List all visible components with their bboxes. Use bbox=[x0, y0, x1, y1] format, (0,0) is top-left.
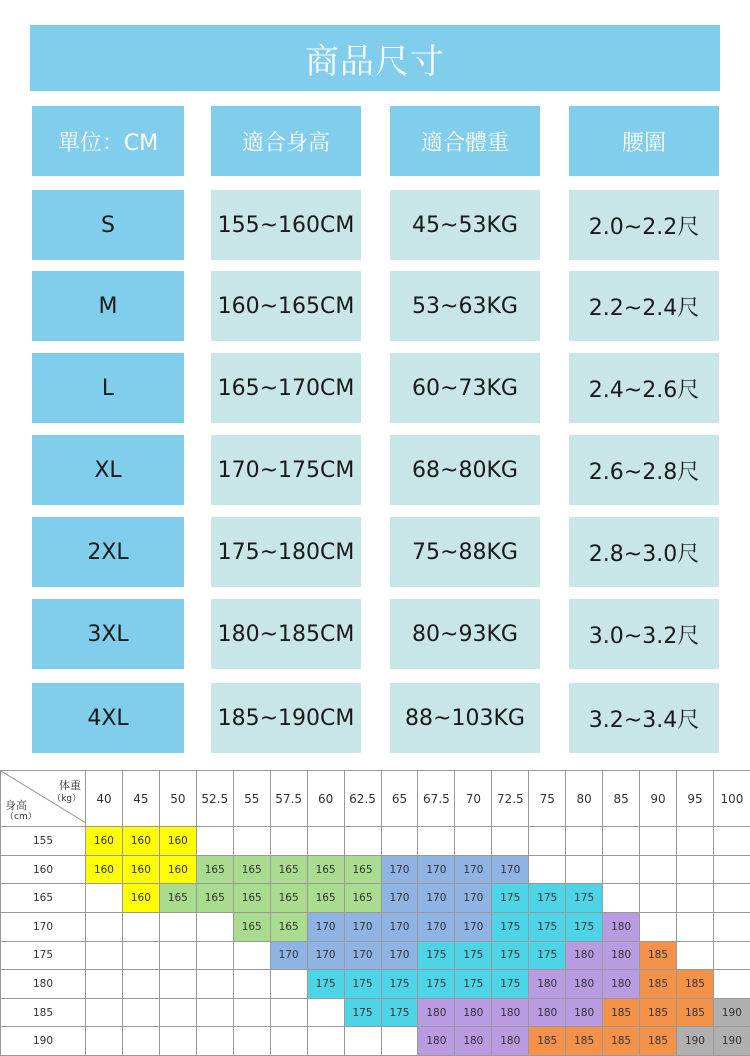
grid-cell bbox=[677, 884, 714, 913]
grid-cell bbox=[492, 827, 529, 856]
grid-cell bbox=[603, 827, 640, 856]
grid-cell bbox=[344, 1027, 381, 1056]
grid-cell bbox=[196, 1027, 233, 1056]
grid-cell: 160 bbox=[122, 855, 159, 884]
weight-column-header: 80 bbox=[566, 771, 603, 827]
weight-column-header: 75 bbox=[529, 771, 566, 827]
grid-cell: 170 bbox=[455, 884, 492, 913]
grid-cell bbox=[603, 855, 640, 884]
grid-cell: 180 bbox=[529, 998, 566, 1027]
height-axis-unit: （cm） bbox=[5, 812, 37, 822]
grid-cell: 165 bbox=[233, 884, 270, 913]
grid-cell: 170 bbox=[344, 941, 381, 970]
grid-cell bbox=[640, 912, 677, 941]
grid-cell bbox=[566, 855, 603, 884]
grid-cell bbox=[196, 827, 233, 856]
grid-cell: 165 bbox=[270, 855, 307, 884]
grid-cell bbox=[307, 998, 344, 1027]
grid-cell: 170 bbox=[307, 912, 344, 941]
grid-cell: 180 bbox=[566, 970, 603, 999]
grid-cell bbox=[713, 884, 750, 913]
grid-cell bbox=[344, 827, 381, 856]
grid-cell bbox=[122, 998, 159, 1027]
grid-cell: 170 bbox=[455, 912, 492, 941]
size-weight-value: 80~93KG bbox=[390, 599, 540, 669]
grid-cell bbox=[270, 970, 307, 999]
grid-cell bbox=[233, 941, 270, 970]
weight-column-header: 57.5 bbox=[270, 771, 307, 827]
grid-cell: 175 bbox=[418, 941, 455, 970]
grid-row bbox=[1, 827, 750, 856]
size-waist-value: 3.0~3.2尺 bbox=[569, 599, 719, 669]
grid-cell: 175 bbox=[566, 912, 603, 941]
height-axis-label: 身高 bbox=[5, 799, 27, 812]
grid-cell: 165 bbox=[233, 855, 270, 884]
weight-column-header: 85 bbox=[603, 771, 640, 827]
grid-row bbox=[1, 884, 750, 913]
grid-cell: 180 bbox=[418, 1027, 455, 1056]
grid-cell bbox=[713, 827, 750, 856]
weight-column-header: 62.5 bbox=[344, 771, 381, 827]
height-row-header: 175 bbox=[1, 941, 86, 970]
weight-column-header: 72.5 bbox=[492, 771, 529, 827]
weight-column-header: 60 bbox=[307, 771, 344, 827]
grid-cell bbox=[640, 884, 677, 913]
grid-header-row bbox=[1, 771, 750, 827]
size-label: L bbox=[32, 353, 184, 423]
weight-column-header: 40 bbox=[86, 771, 123, 827]
height-row-header: 180 bbox=[1, 970, 86, 999]
grid-row bbox=[1, 1027, 750, 1056]
grid-cell: 185 bbox=[640, 998, 677, 1027]
grid-cell bbox=[566, 827, 603, 856]
grid-cell: 180 bbox=[492, 998, 529, 1027]
grid-cell: 185 bbox=[640, 941, 677, 970]
grid-cell bbox=[529, 827, 566, 856]
grid-cell: 170 bbox=[270, 941, 307, 970]
weight-column-header: 65 bbox=[381, 771, 418, 827]
header-unit: 單位：CM bbox=[32, 106, 184, 176]
grid-cell bbox=[677, 912, 714, 941]
size-label: XL bbox=[32, 435, 184, 505]
grid-cell: 180 bbox=[455, 998, 492, 1027]
grid-cell bbox=[86, 941, 123, 970]
size-waist-value: 2.6~2.8尺 bbox=[569, 435, 719, 505]
grid-cell: 165 bbox=[196, 855, 233, 884]
grid-cell bbox=[307, 1027, 344, 1056]
grid-cell: 190 bbox=[713, 1027, 750, 1056]
grid-cell bbox=[270, 827, 307, 856]
page-title: 商品尺寸 bbox=[30, 25, 720, 91]
size-height-value: 155~160CM bbox=[211, 190, 361, 260]
grid-row bbox=[1, 912, 750, 941]
grid-cell: 170 bbox=[492, 855, 529, 884]
grid-cell: 180 bbox=[455, 1027, 492, 1056]
grid-cell bbox=[196, 912, 233, 941]
size-weight-value: 53~63KG bbox=[390, 271, 540, 341]
size-label: 2XL bbox=[32, 517, 184, 587]
size-height-value: 180~185CM bbox=[211, 599, 361, 669]
grid-cell bbox=[713, 941, 750, 970]
size-waist-value: 2.4~2.6尺 bbox=[569, 353, 719, 423]
grid-cell bbox=[86, 970, 123, 999]
grid-cell bbox=[381, 827, 418, 856]
size-height-value: 160~165CM bbox=[211, 271, 361, 341]
grid-cell bbox=[418, 827, 455, 856]
height-row-header: 170 bbox=[1, 912, 86, 941]
header-height: 適合身高 bbox=[211, 106, 361, 176]
grid-cell: 175 bbox=[492, 970, 529, 999]
grid-cell: 185 bbox=[603, 998, 640, 1027]
grid-cell: 170 bbox=[381, 941, 418, 970]
grid-cell bbox=[159, 1027, 196, 1056]
grid-corner bbox=[1, 771, 86, 827]
size-weight-value: 60~73KG bbox=[390, 353, 540, 423]
grid-cell bbox=[529, 855, 566, 884]
grid-cell bbox=[307, 827, 344, 856]
grid-row bbox=[1, 941, 750, 970]
grid-cell bbox=[159, 912, 196, 941]
weight-column-header: 55 bbox=[233, 771, 270, 827]
grid-cell: 175 bbox=[492, 941, 529, 970]
grid-cell bbox=[86, 998, 123, 1027]
grid-cell: 175 bbox=[529, 884, 566, 913]
grid-cell: 185 bbox=[529, 1027, 566, 1056]
grid-cell: 180 bbox=[529, 970, 566, 999]
grid-cell: 160 bbox=[122, 884, 159, 913]
weight-column-header: 95 bbox=[677, 771, 714, 827]
grid-cell bbox=[713, 855, 750, 884]
grid-cell: 180 bbox=[492, 1027, 529, 1056]
grid-cell: 185 bbox=[640, 970, 677, 999]
grid-cell: 190 bbox=[677, 1027, 714, 1056]
weight-column-header: 45 bbox=[122, 771, 159, 827]
grid-cell: 175 bbox=[344, 970, 381, 999]
grid-cell: 160 bbox=[122, 827, 159, 856]
grid-cell: 180 bbox=[566, 998, 603, 1027]
grid-cell: 160 bbox=[159, 855, 196, 884]
grid-cell: 170 bbox=[381, 855, 418, 884]
grid-cell: 175 bbox=[455, 970, 492, 999]
grid-cell: 180 bbox=[566, 941, 603, 970]
size-height-value: 185~190CM bbox=[211, 683, 361, 753]
height-row-header: 165 bbox=[1, 884, 86, 913]
height-row-header: 190 bbox=[1, 1027, 86, 1056]
grid-cell: 170 bbox=[307, 941, 344, 970]
grid-cell bbox=[196, 970, 233, 999]
grid-cell bbox=[233, 827, 270, 856]
weight-column-header: 100 bbox=[713, 771, 750, 827]
grid-cell: 185 bbox=[603, 1027, 640, 1056]
grid-cell: 160 bbox=[159, 827, 196, 856]
grid-row bbox=[1, 855, 750, 884]
size-label: M bbox=[32, 271, 184, 341]
size-height-value: 175~180CM bbox=[211, 517, 361, 587]
weight-column-header: 70 bbox=[455, 771, 492, 827]
grid-cell bbox=[603, 884, 640, 913]
grid-cell: 185 bbox=[677, 998, 714, 1027]
grid-cell: 165 bbox=[159, 884, 196, 913]
grid-cell bbox=[677, 855, 714, 884]
grid-cell: 175 bbox=[529, 912, 566, 941]
grid-cell: 165 bbox=[344, 855, 381, 884]
grid-cell: 160 bbox=[86, 855, 123, 884]
grid-cell: 165 bbox=[344, 884, 381, 913]
grid-cell bbox=[122, 941, 159, 970]
grid-cell bbox=[677, 827, 714, 856]
grid-cell bbox=[122, 912, 159, 941]
grid-cell bbox=[640, 855, 677, 884]
grid-cell bbox=[381, 1027, 418, 1056]
grid-cell: 165 bbox=[196, 884, 233, 913]
grid-cell bbox=[86, 884, 123, 913]
grid-cell: 170 bbox=[418, 855, 455, 884]
grid-cell bbox=[196, 998, 233, 1027]
grid-cell: 175 bbox=[418, 970, 455, 999]
grid-cell: 185 bbox=[640, 1027, 677, 1056]
grid-cell bbox=[159, 970, 196, 999]
grid-cell bbox=[270, 998, 307, 1027]
size-label: 4XL bbox=[32, 683, 184, 753]
size-chart-grid bbox=[0, 770, 750, 1056]
grid-cell bbox=[122, 1027, 159, 1056]
grid-cell: 175 bbox=[566, 884, 603, 913]
grid-cell bbox=[270, 1027, 307, 1056]
grid-cell bbox=[677, 941, 714, 970]
size-waist-value: 3.2~3.4尺 bbox=[569, 683, 719, 753]
header-waist: 腰圍 bbox=[569, 106, 719, 176]
grid-cell bbox=[640, 827, 677, 856]
grid-cell: 185 bbox=[566, 1027, 603, 1056]
grid-cell bbox=[233, 970, 270, 999]
grid-cell: 175 bbox=[492, 912, 529, 941]
grid-cell: 175 bbox=[455, 941, 492, 970]
grid-cell: 175 bbox=[381, 998, 418, 1027]
weight-axis-label: 体重 bbox=[59, 779, 81, 792]
grid-cell bbox=[196, 941, 233, 970]
grid-cell: 165 bbox=[270, 912, 307, 941]
size-waist-value: 2.8~3.0尺 bbox=[569, 517, 719, 587]
size-height-value: 170~175CM bbox=[211, 435, 361, 505]
grid-cell bbox=[713, 912, 750, 941]
grid-cell bbox=[233, 998, 270, 1027]
grid-cell: 165 bbox=[233, 912, 270, 941]
size-waist-value: 2.2~2.4尺 bbox=[569, 271, 719, 341]
size-weight-value: 68~80KG bbox=[390, 435, 540, 505]
grid-cell: 175 bbox=[344, 998, 381, 1027]
grid-cell: 190 bbox=[713, 998, 750, 1027]
grid-cell: 175 bbox=[307, 970, 344, 999]
grid-row bbox=[1, 998, 750, 1027]
grid-cell: 175 bbox=[492, 884, 529, 913]
grid-cell bbox=[86, 1027, 123, 1056]
grid-cell: 170 bbox=[418, 912, 455, 941]
height-row-header: 185 bbox=[1, 998, 86, 1027]
grid-cell: 170 bbox=[344, 912, 381, 941]
grid-cell: 160 bbox=[86, 827, 123, 856]
grid-cell: 180 bbox=[603, 912, 640, 941]
grid-cell bbox=[86, 912, 123, 941]
grid-cell: 165 bbox=[270, 884, 307, 913]
grid-cell bbox=[713, 970, 750, 999]
height-row-header: 155 bbox=[1, 827, 86, 856]
size-weight-value: 45~53KG bbox=[390, 190, 540, 260]
weight-column-header: 90 bbox=[640, 771, 677, 827]
grid-cell: 165 bbox=[307, 855, 344, 884]
grid-cell: 185 bbox=[677, 970, 714, 999]
grid-cell: 170 bbox=[418, 884, 455, 913]
size-weight-value: 88~103KG bbox=[390, 683, 540, 753]
grid-cell bbox=[159, 998, 196, 1027]
size-label: 3XL bbox=[32, 599, 184, 669]
grid-cell: 175 bbox=[381, 970, 418, 999]
grid-cell: 175 bbox=[529, 941, 566, 970]
size-waist-value: 2.0~2.2尺 bbox=[569, 190, 719, 260]
size-weight-value: 75~88KG bbox=[390, 517, 540, 587]
grid-cell bbox=[122, 970, 159, 999]
grid-cell: 170 bbox=[381, 912, 418, 941]
header-weight: 適合體重 bbox=[390, 106, 540, 176]
weight-column-header: 50 bbox=[159, 771, 196, 827]
grid-cell: 180 bbox=[603, 941, 640, 970]
size-height-value: 165~170CM bbox=[211, 353, 361, 423]
grid-cell bbox=[455, 827, 492, 856]
weight-column-header: 52.5 bbox=[196, 771, 233, 827]
weight-column-header: 67.5 bbox=[418, 771, 455, 827]
grid-cell: 180 bbox=[603, 970, 640, 999]
weight-axis-unit: （kg） bbox=[52, 794, 81, 804]
grid-cell: 170 bbox=[455, 855, 492, 884]
grid-cell: 180 bbox=[418, 998, 455, 1027]
grid-row bbox=[1, 970, 750, 999]
height-row-header: 160 bbox=[1, 855, 86, 884]
size-label: S bbox=[32, 190, 184, 260]
grid-cell: 165 bbox=[307, 884, 344, 913]
grid-cell bbox=[233, 1027, 270, 1056]
grid-cell bbox=[159, 941, 196, 970]
grid-cell: 170 bbox=[381, 884, 418, 913]
